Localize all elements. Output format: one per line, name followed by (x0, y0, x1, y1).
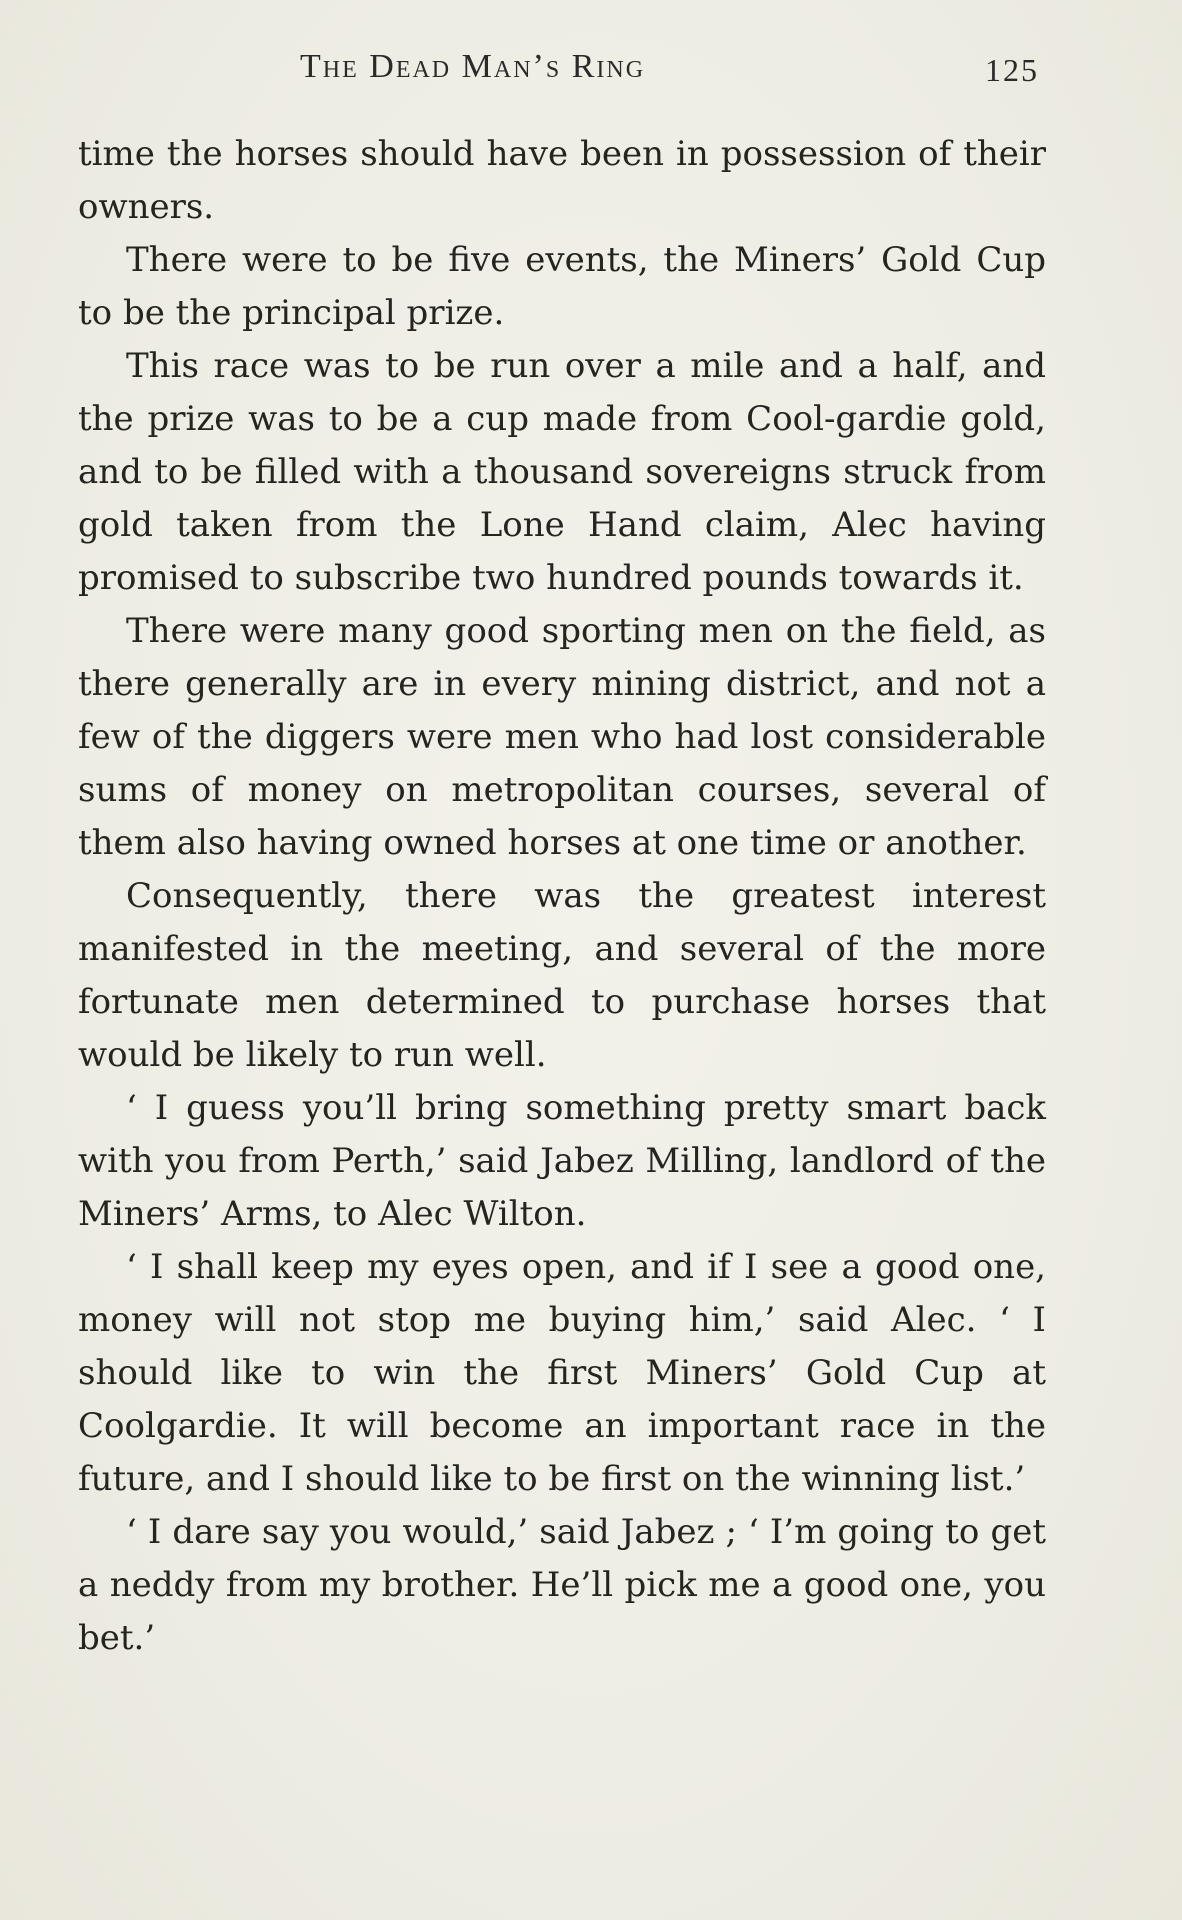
running-title: The Dead Man’s Ring (300, 48, 646, 85)
paragraph: Consequently, there was the greatest interest manifested in the meeting, and several of the more fortunate men determined to purchase horses that would be likely to run well. (78, 876, 1046, 1075)
paragraph: ‘ I shall keep my eyes open, and if I see a good one, money will not stop me buying him,’ said Alec. ‘ I should like to win the first Miners’ Gold Cup at Coolgardie. It will become an important race in the future, and I should like to be first on the winning list.’ (78, 1247, 1046, 1499)
paragraph: This race was to be run over a mile and a half, and the prize was to be a cup made from Cool-gardie gold, and to be filled with a thousand sovereigns struck from gold taken from the Lone Hand claim, Alec having promised to subscribe two hundred pounds towards it. (78, 346, 1046, 598)
paragraph: time the horses should have been in possession of their owners. (78, 134, 1046, 227)
paragraph: ‘ I guess you’ll bring something pretty smart back with you from Perth,’ said Jabez Milling, landlord of the Miners’ Arms, to Alec Wilton. (78, 1088, 1046, 1234)
paragraph: There were many good sporting men on the field, as there generally are in every mining district, and not a few of the diggers were men who had lost considerable sums of money on metropolitan courses, several of them also having owned horses at one time or another. (78, 611, 1046, 863)
body-text (78, 128, 1046, 1665)
page-number: 125 (985, 52, 1039, 88)
paragraph: There were to be five events, the Miners’ Gold Cup to be the principal prize. (78, 240, 1046, 333)
paragraph: ‘ I dare say you would,’ said Jabez ; ‘ I’m going to get a neddy from my brother. He’ll pick me a good one, you bet.’ (78, 1512, 1046, 1658)
